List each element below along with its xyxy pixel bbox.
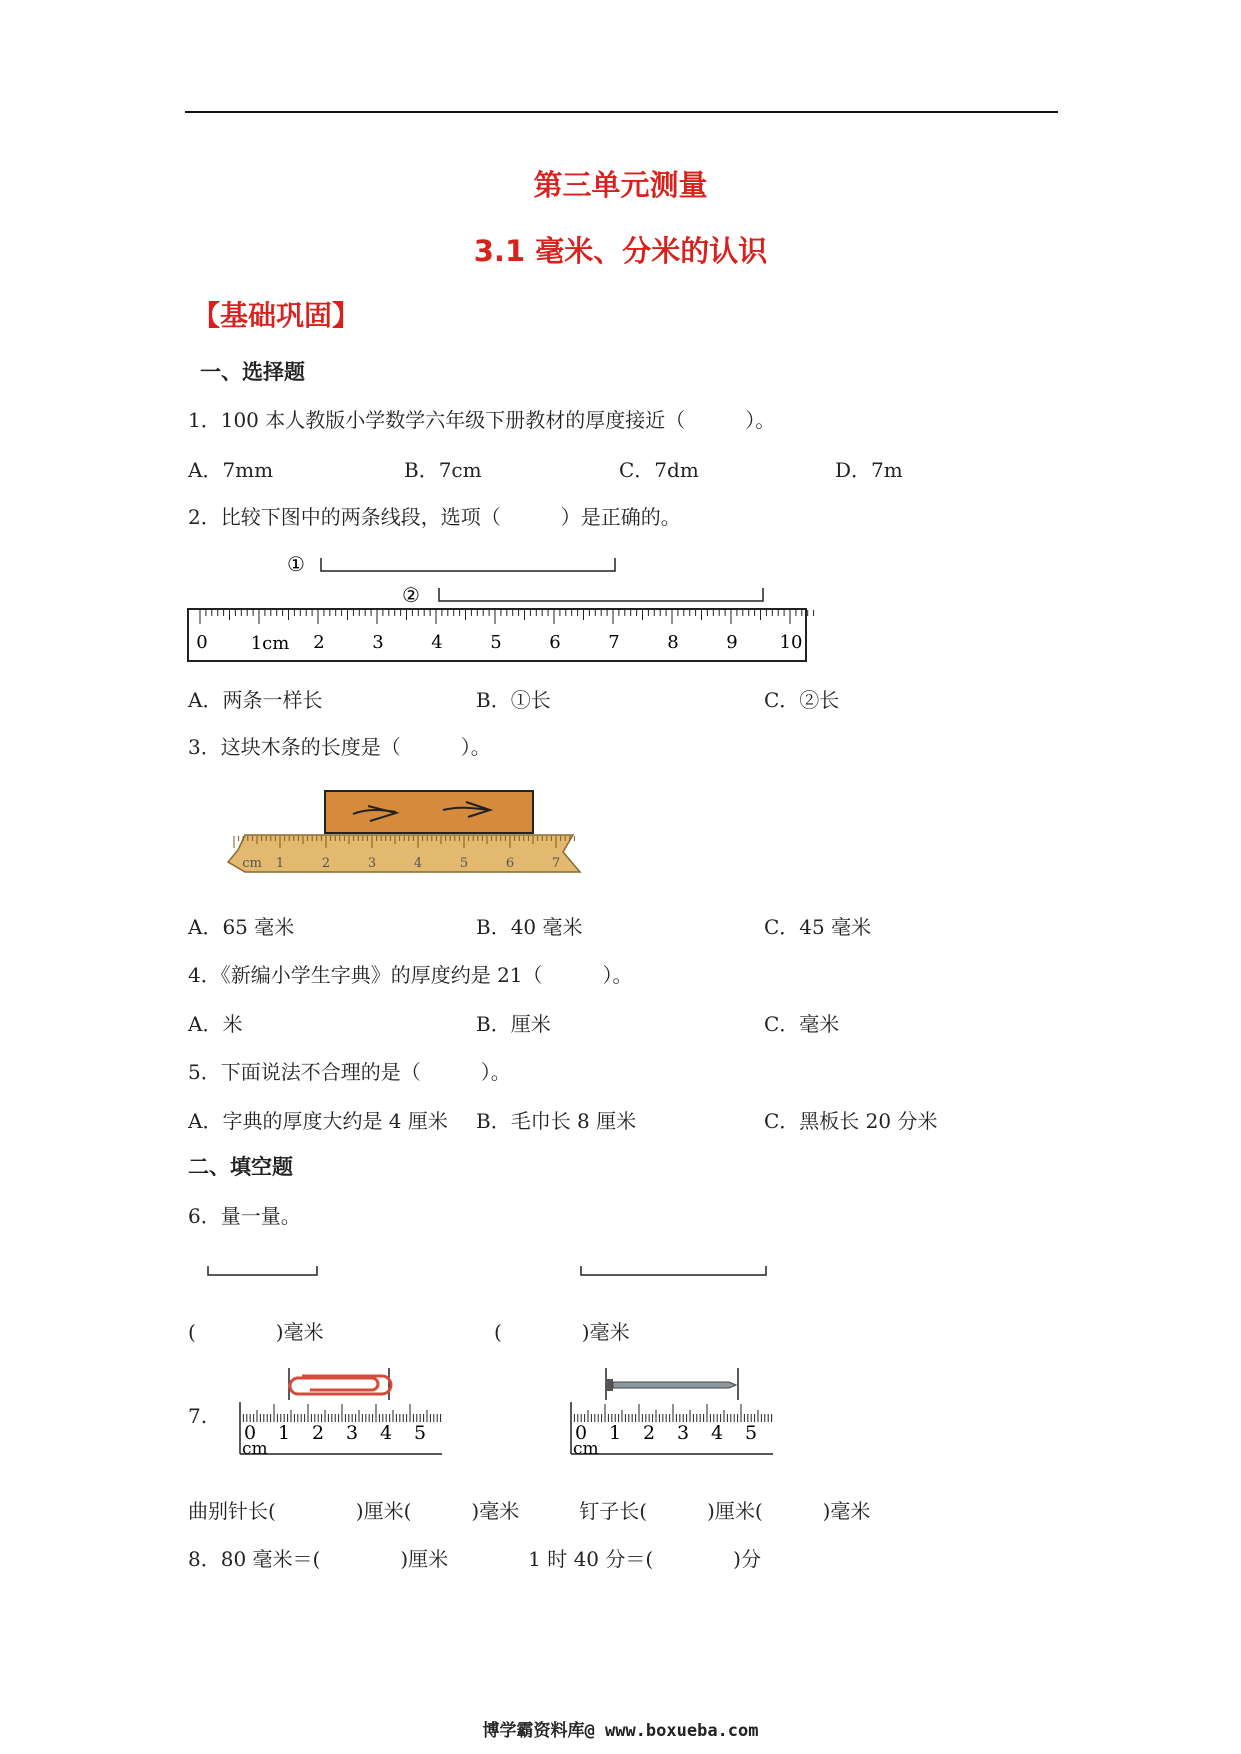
- segment-1-mark: ①: [287, 552, 305, 576]
- q6-segment-right: [581, 1266, 766, 1275]
- q7-ruler-label: 2: [642, 1422, 656, 1444]
- q2-figure: [180, 548, 820, 668]
- q5-option-b: B．毛巾长 8 厘米: [476, 1109, 637, 1133]
- q7-answer-line[interactable]: 曲别针长( )厘米( )毫米 钉子长( )厘米( )毫米: [188, 1499, 871, 1523]
- q7-ruler-label: 4: [379, 1422, 393, 1444]
- q7-paperclip-figure: [232, 1362, 452, 1462]
- q2-ruler-label: 0: [196, 632, 208, 653]
- q7-ruler-unit: cm: [573, 1439, 599, 1459]
- q2-ruler-label: 9: [726, 632, 738, 653]
- q2-ruler-label: 6: [549, 632, 561, 653]
- q2-option-c: C．②长: [764, 688, 840, 712]
- question-6: 6．量一量。: [188, 1204, 301, 1228]
- q7-ruler-label: 0: [574, 1422, 588, 1444]
- q3-ruler-label: 2: [321, 856, 331, 871]
- question-3: 3．这块木条的长度是（ ）。: [188, 735, 491, 759]
- nail: [613, 1382, 736, 1388]
- q2-ruler-label: 4: [431, 632, 443, 653]
- q3-ruler-label: 5: [459, 856, 469, 871]
- q3-ruler-label: 7: [551, 856, 561, 871]
- q2-ruler-label: 3: [372, 632, 384, 653]
- q3-ruler-label: 3: [367, 856, 377, 871]
- q3-option-a: A．65 毫米: [188, 915, 295, 939]
- q7-ruler-label: 1: [277, 1422, 291, 1444]
- q4-option-a: A．米: [188, 1012, 243, 1036]
- q7-ruler-label: 5: [413, 1422, 427, 1444]
- q7-ruler-label: 5: [744, 1422, 758, 1444]
- q2-ruler-label: 8: [667, 632, 679, 653]
- question-2: 2．比较下图中的两条线段，选项（ ）是正确的。: [188, 505, 681, 529]
- q2-ruler-unit: 1cm: [250, 633, 290, 654]
- section-label: 【基础巩固】: [192, 299, 361, 332]
- q1-option-c: C．7dm: [619, 458, 699, 482]
- q2-ruler-label: 5: [490, 632, 502, 653]
- q4-option-c: C．毫米: [764, 1012, 840, 1036]
- q6-blank-left[interactable]: ( )毫米: [188, 1320, 324, 1344]
- q7-ruler-label: 0: [243, 1422, 257, 1444]
- part1-heading: 一、选择题: [200, 360, 305, 384]
- page-title: 第三单元测量: [533, 168, 708, 202]
- question-5: 5．下面说法不合理的是（ ）。: [188, 1060, 511, 1084]
- paperclip: [290, 1376, 391, 1394]
- page-subtitle: 3.1 毫米、分米的认识: [473, 234, 768, 268]
- q6-segment-left: [208, 1266, 317, 1275]
- q2-ruler-label: 10: [779, 632, 803, 653]
- q5-option-c: C．黑板长 20 分米: [764, 1109, 938, 1133]
- q7-ruler-label: 3: [345, 1422, 359, 1444]
- q7-ruler-ticks: [571, 1404, 772, 1422]
- q5-option-a: A．字典的厚度大约是 4 厘米: [188, 1109, 448, 1133]
- q7-ruler-label: 1: [608, 1422, 622, 1444]
- q3-figure: [218, 784, 588, 888]
- q6-segments: [200, 1263, 780, 1283]
- q2-option-a: A．两条一样长: [188, 688, 323, 712]
- q3-ruler-label: 1: [275, 856, 285, 871]
- q2-option-b: B．①长: [476, 688, 551, 712]
- q3-ruler-label: 4: [413, 856, 423, 871]
- footer-watermark: 博学霸资料库@ www.boxueba.com: [482, 1721, 759, 1741]
- nail-head: [607, 1379, 613, 1391]
- q6-blank-right[interactable]: ( )毫米: [494, 1320, 630, 1344]
- q2-ruler-label: 2: [313, 632, 325, 653]
- question-4: 4．《新编小学生字典》的厚度约是 21（ ）。: [188, 963, 633, 987]
- question-8[interactable]: 8．80 毫米＝( )厘米 1 时 40 分＝( )分: [188, 1547, 761, 1571]
- q7-ruler-label: 4: [710, 1422, 724, 1444]
- q3-ruler-label: 6: [505, 856, 515, 871]
- q1-option-a: A．7mm: [188, 458, 274, 482]
- q7-ruler-label: 2: [311, 1422, 325, 1444]
- q7-ruler-ticks: [240, 1404, 441, 1422]
- segment-2-mark: ②: [402, 583, 420, 607]
- question-7: 7.: [188, 1404, 208, 1428]
- q4-option-b: B．厘米: [476, 1012, 551, 1036]
- q1-option-d: D．7m: [835, 458, 903, 482]
- q7-ruler-unit: cm: [242, 1439, 268, 1459]
- part2-heading: 二、填空题: [188, 1155, 293, 1179]
- q1-option-b: B．7cm: [404, 458, 482, 482]
- q3-option-b: B．40 毫米: [476, 915, 583, 939]
- q7-nail-figure: [563, 1362, 783, 1462]
- question-1: 1．100 本人教版小学数学六年级下册教材的厚度接近（ ）。: [188, 408, 776, 432]
- q3-option-c: C．45 毫米: [764, 915, 872, 939]
- q7-ruler-label: 3: [676, 1422, 690, 1444]
- header-rule: [185, 111, 1058, 113]
- segment-1: [321, 558, 615, 571]
- q3-ruler-unit: cm: [242, 856, 262, 871]
- q2-ruler-label: 7: [608, 632, 620, 653]
- segment-2: [439, 588, 763, 601]
